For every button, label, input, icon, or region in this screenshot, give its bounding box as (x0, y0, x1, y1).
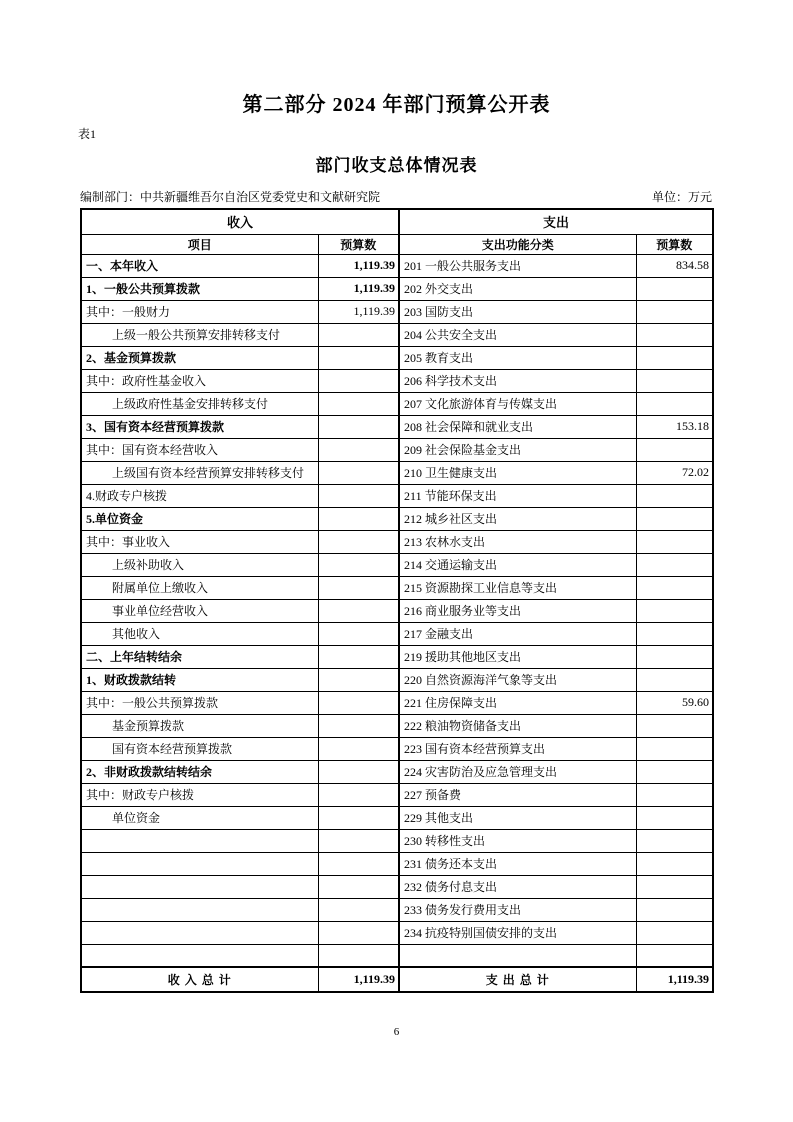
unit-label: 单位：万元 (651, 190, 712, 204)
income-budget-cell (318, 691, 399, 714)
expense-budget-cell (636, 530, 713, 553)
income-budget-cell (318, 553, 399, 576)
income-budget-cell (318, 415, 399, 438)
table-row (81, 530, 713, 553)
income-item-cell (81, 852, 318, 875)
expense-item-cell: 224 灾害防治及应急管理支出 (399, 760, 636, 783)
income-budget-cell (318, 576, 399, 599)
income-budget-cell (318, 369, 399, 392)
income-budget-cell (318, 622, 399, 645)
expense-budget-cell (636, 507, 713, 530)
expense-item-cell: 209 社会保险基金支出 (399, 438, 636, 461)
income-budget-cell (318, 875, 399, 898)
expense-budget-column-header: 预算数 (636, 234, 713, 254)
expense-budget-cell (636, 622, 713, 645)
table-row (81, 346, 713, 369)
expense-item-cell: 215 资源勘探工业信息等支出 (399, 576, 636, 599)
income-budget-cell (318, 714, 399, 737)
expense-budget-cell (636, 921, 713, 944)
expense-budget-cell: 834.58 (636, 254, 713, 277)
income-item-cell: 3、国有资本经营预算拨款 (81, 415, 318, 438)
income-budget-cell: 1,119.39 (318, 300, 399, 323)
income-item-cell: 1、一般公共预算拨款 (81, 277, 318, 300)
table-row (81, 576, 713, 599)
expense-item-cell: 206 科学技术支出 (399, 369, 636, 392)
expense-budget-cell (636, 300, 713, 323)
table-row (81, 369, 713, 392)
expense-item-cell: 234 抗疫特别国债安排的支出 (399, 921, 636, 944)
income-budget-cell (318, 484, 399, 507)
expense-budget-cell (636, 438, 713, 461)
expense-item-cell: 223 国有资本经营预算支出 (399, 737, 636, 760)
income-item-cell: 上级国有资本经营预算安排转移支付 (81, 461, 318, 484)
expense-budget-cell: 72.02 (636, 461, 713, 484)
expense-budget-cell (636, 875, 713, 898)
expense-item-cell: 216 商业服务业等支出 (399, 599, 636, 622)
table-row (81, 875, 713, 898)
income-budget-column-header: 预算数 (318, 234, 399, 254)
income-budget-cell (318, 507, 399, 530)
table-group-header-row (81, 209, 713, 234)
income-budget-cell (318, 852, 399, 875)
income-budget-cell (318, 645, 399, 668)
expense-budget-cell (636, 346, 713, 369)
table-row (81, 507, 713, 530)
income-item-cell (81, 944, 318, 967)
expense-budget-cell (636, 737, 713, 760)
income-item-cell: 上级一般公共预算安排转移支付 (81, 323, 318, 346)
expense-budget-cell (636, 944, 713, 967)
expense-item-cell: 207 文化旅游体育与传媒支出 (399, 392, 636, 415)
table-row (81, 323, 713, 346)
income-total-label: 收 入 总 计 (81, 967, 318, 992)
income-budget-cell: 1,119.39 (318, 277, 399, 300)
expense-budget-cell (636, 576, 713, 599)
income-item-cell: 基金预算拨款 (81, 714, 318, 737)
table-row (81, 691, 713, 714)
income-item-cell: 附属单位上缴收入 (81, 576, 318, 599)
table-row (81, 254, 713, 277)
table-meta-row (80, 188, 712, 205)
expense-item-cell: 212 城乡社区支出 (399, 507, 636, 530)
expense-budget-cell (636, 668, 713, 691)
expense-total-value: 1,119.39 (636, 967, 713, 992)
income-budget-cell (318, 783, 399, 806)
item-column-header: 项目 (81, 234, 318, 254)
table-row (81, 300, 713, 323)
expense-item-cell: 211 节能环保支出 (399, 484, 636, 507)
income-item-cell: 其中：事业收入 (81, 530, 318, 553)
table-row (81, 461, 713, 484)
income-budget-cell (318, 898, 399, 921)
income-item-cell: 二、上年结转结余 (81, 645, 318, 668)
expense-budget-cell (636, 553, 713, 576)
expense-item-cell: 230 转移性支出 (399, 829, 636, 852)
expense-item-cell: 213 农林水支出 (399, 530, 636, 553)
expense-item-cell: 227 预备费 (399, 783, 636, 806)
expense-item-cell: 203 国防支出 (399, 300, 636, 323)
expense-item-cell: 229 其他支出 (399, 806, 636, 829)
budget-summary-table (80, 208, 714, 993)
income-group-header: 收入 (81, 209, 399, 234)
expense-budget-cell (636, 645, 713, 668)
expense-budget-cell (636, 277, 713, 300)
table-row (81, 760, 713, 783)
income-item-cell: 其中：国有资本经营收入 (81, 438, 318, 461)
income-budget-cell (318, 392, 399, 415)
income-item-cell: 事业单位经营收入 (81, 599, 318, 622)
expense-budget-cell (636, 852, 713, 875)
income-item-cell: 2、非财政拨款结转结余 (81, 760, 318, 783)
table-total-row (81, 967, 713, 992)
table-row (81, 921, 713, 944)
expense-item-cell: 210 卫生健康支出 (399, 461, 636, 484)
expense-budget-cell (636, 714, 713, 737)
expense-group-header: 支出 (399, 209, 713, 234)
income-budget-cell (318, 461, 399, 484)
income-budget-cell (318, 346, 399, 369)
income-item-cell: 一、本年收入 (81, 254, 318, 277)
expense-budget-cell (636, 898, 713, 921)
expense-budget-cell (636, 829, 713, 852)
expense-item-cell: 233 债务发行费用支出 (399, 898, 636, 921)
table-title: 部门收支总体情况表 (315, 156, 478, 175)
expense-item-cell: 219 援助其他地区支出 (399, 645, 636, 668)
expense-item-cell: 222 粮油物资储备支出 (399, 714, 636, 737)
prepared-by-label: 编制部门：中共新疆维吾尔自治区党委党史和文献研究院 (80, 190, 381, 204)
expense-column-header: 支出功能分类 (399, 234, 636, 254)
expense-item-cell: 205 教育支出 (399, 346, 636, 369)
table-row (81, 944, 713, 967)
table-body (81, 254, 713, 967)
income-budget-cell: 1,119.39 (318, 254, 399, 277)
income-item-cell (81, 829, 318, 852)
table-row (81, 829, 713, 852)
expense-budget-cell: 59.60 (636, 691, 713, 714)
expense-item-cell: 202 外交支出 (399, 277, 636, 300)
expense-item-cell: 217 金融支出 (399, 622, 636, 645)
expense-budget-cell (636, 392, 713, 415)
table-row (81, 806, 713, 829)
income-item-cell: 2、基金预算拨款 (81, 346, 318, 369)
table-row (81, 645, 713, 668)
income-item-cell: 其他收入 (81, 622, 318, 645)
expense-budget-cell: 153.18 (636, 415, 713, 438)
expense-item-cell: 231 债务还本支出 (399, 852, 636, 875)
expense-budget-cell (636, 323, 713, 346)
expense-item-cell: 208 社会保障和就业支出 (399, 415, 636, 438)
income-item-cell: 4.财政专户核拨 (81, 484, 318, 507)
income-budget-cell (318, 323, 399, 346)
table-row (81, 714, 713, 737)
income-budget-cell (318, 944, 399, 967)
expense-item-cell: 204 公共安全支出 (399, 323, 636, 346)
income-item-cell: 5.单位资金 (81, 507, 318, 530)
expense-budget-cell (636, 760, 713, 783)
table-row (81, 392, 713, 415)
income-item-cell: 其中：政府性基金收入 (81, 369, 318, 392)
income-budget-cell (318, 599, 399, 622)
expense-item-cell: 221 住房保障支出 (399, 691, 636, 714)
income-item-cell: 上级政府性基金安排转移支付 (81, 392, 318, 415)
income-item-cell: 其中：一般公共预算拨款 (81, 691, 318, 714)
income-item-cell: 其中：财政专户核拨 (81, 783, 318, 806)
income-budget-cell (318, 668, 399, 691)
page-number: 6 (393, 1026, 400, 1038)
income-budget-cell (318, 921, 399, 944)
table-row (81, 277, 713, 300)
table-row (81, 668, 713, 691)
income-item-cell: 其中：一般财力 (81, 300, 318, 323)
expense-budget-cell (636, 783, 713, 806)
table-row (81, 852, 713, 875)
income-budget-cell (318, 530, 399, 553)
table-row (81, 622, 713, 645)
expense-item-cell: 220 自然资源海洋气象等支出 (399, 668, 636, 691)
expense-budget-cell (636, 369, 713, 392)
income-budget-cell (318, 806, 399, 829)
income-budget-cell (318, 760, 399, 783)
table-row (81, 737, 713, 760)
income-item-cell: 单位资金 (81, 806, 318, 829)
income-item-cell: 1、财政拨款结转 (81, 668, 318, 691)
income-item-cell (81, 875, 318, 898)
table-row (81, 484, 713, 507)
income-item-cell: 上级补助收入 (81, 553, 318, 576)
income-item-cell: 国有资本经营预算拨款 (81, 737, 318, 760)
table-row (81, 553, 713, 576)
expense-item-cell (399, 944, 636, 967)
table-row (81, 599, 713, 622)
expense-budget-cell (636, 599, 713, 622)
table-row (81, 438, 713, 461)
expense-item-cell: 232 债务付息支出 (399, 875, 636, 898)
table-row (81, 415, 713, 438)
expense-item-cell: 214 交通运输支出 (399, 553, 636, 576)
income-item-cell (81, 921, 318, 944)
table-row (81, 783, 713, 806)
table-column-header-row (81, 234, 713, 254)
expense-budget-cell (636, 806, 713, 829)
expense-item-cell: 201 一般公共服务支出 (399, 254, 636, 277)
income-budget-cell (318, 737, 399, 760)
income-budget-cell (318, 829, 399, 852)
expense-total-label: 支 出 总 计 (399, 967, 636, 992)
page-title: 第二部分 2024 年部门预算公开表 (242, 94, 551, 116)
income-item-cell (81, 898, 318, 921)
table-row (81, 898, 713, 921)
income-total-value: 1,119.39 (318, 967, 399, 992)
table-number-label: 表1 (78, 127, 97, 141)
expense-budget-cell (636, 484, 713, 507)
income-budget-cell (318, 438, 399, 461)
